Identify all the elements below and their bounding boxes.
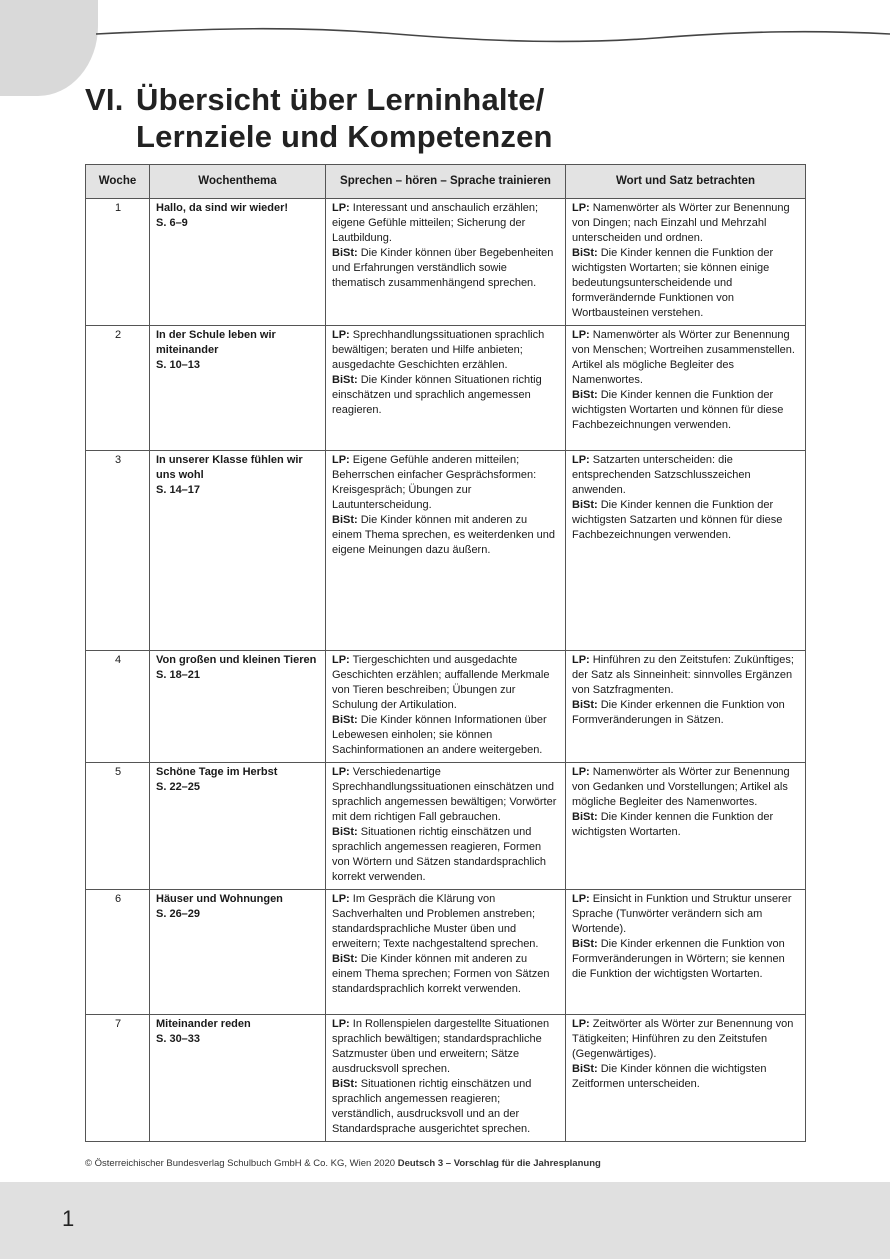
bist-label: BiSt:	[332, 826, 358, 838]
bist-label: BiSt:	[332, 374, 358, 386]
word-bist-text: Die Kinder kennen die Funktion der wichtigsten Wortarten; sie können einige bedeutungsunterscheidende und formverändernde Funktionen von Wortbausteinen verstehen.	[572, 247, 774, 319]
word-sentence-cell	[566, 890, 806, 1015]
topic-pages: S. 18–21	[156, 669, 201, 681]
table-row	[86, 1015, 806, 1142]
week-number: 2	[86, 326, 150, 451]
topic-title: Miteinander reden	[156, 1018, 251, 1030]
lp-label: LP:	[332, 893, 350, 905]
topic-title: In der Schule leben wir miteinander	[156, 329, 276, 356]
column-header-word-sentence: Wort und Satz betrachten	[566, 165, 806, 199]
speaking-lp-text: Interessant und anschaulich erzählen; eigene Gefühle mitteilen; Sicherung der Lautbildung.	[332, 202, 539, 244]
table-row	[86, 199, 806, 326]
topic-pages: S. 30–33	[156, 1033, 201, 1045]
week-number: 3	[86, 451, 150, 651]
week-topic	[150, 651, 326, 763]
word-lp-text: Namenwörter als Wörter zur Benennung von Menschen; Wortreihen zusammenstellen. Artikel als mögliche Begleiter des Namenwortes.	[572, 329, 795, 386]
speaking-lp-text: Sprechhandlungssituationen sprachlich bewältigen; beraten und Hilfe anbieten; ausgedachte Geschichten erzählen.	[332, 329, 545, 371]
speaking-cell	[326, 763, 566, 890]
bist-label: BiSt:	[572, 389, 598, 401]
word-sentence-cell	[566, 326, 806, 451]
speaking-cell	[326, 1015, 566, 1142]
week-number: 5	[86, 763, 150, 890]
lp-label: LP:	[572, 893, 590, 905]
speaking-lp-text: Im Gespräch die Klärung von Sachverhalten und Problemen anstreben; standardsprachliche Muster üben und erweitern; Texte nachgestaltend sprechen.	[332, 893, 539, 950]
table-row	[86, 763, 806, 890]
lp-label: LP:	[332, 202, 350, 214]
column-header-speaking: Sprechen – hören – Sprache trainieren	[326, 165, 566, 199]
page-title	[85, 81, 553, 155]
speaking-cell	[326, 326, 566, 451]
speaking-bist-text: Situationen richtig einschätzen und sprachlich angemessen reagieren; verständlich, ausdrucksvoll und an der Standardsprache ausgerichtet sprechen.	[332, 1078, 532, 1135]
topic-pages: S. 10–13	[156, 359, 201, 371]
table-body	[86, 199, 806, 1142]
week-number: 7	[86, 1015, 150, 1142]
word-bist-text: Die Kinder erkennen die Funktion von Formveränderungen in Sätzen.	[572, 699, 785, 726]
footer-copyright: © Österreichischer Bundesverlag Schulbuch GmbH & Co. KG, Wien 2020	[85, 1158, 396, 1169]
speaking-bist-text: Situationen richtig einschätzen und sprachlich angemessen reagieren, Formen von Wörtern und Sätzen standardsprachlich korrekt verwenden.	[332, 826, 547, 883]
page-number: 1	[62, 1206, 75, 1231]
bist-label: BiSt:	[332, 514, 358, 526]
topic-pages: S. 14–17	[156, 484, 201, 496]
bist-label: BiSt:	[572, 699, 598, 711]
word-sentence-cell	[566, 199, 806, 326]
table-row	[86, 651, 806, 763]
speaking-cell	[326, 199, 566, 326]
speaking-cell	[326, 651, 566, 763]
column-header-week: Woche	[86, 165, 150, 199]
lp-label: LP:	[572, 1018, 590, 1030]
speaking-lp-text: Eigene Gefühle anderen mitteilen; Beherrschen einfacher Gesprächsformen: Kreisgespräch; Übungen zur Lautunterscheidung.	[332, 454, 537, 511]
word-lp-text: Namenwörter als Wörter zur Benennung von Dingen; nach Einzahl und Mehrzahl unterscheiden und ordnen.	[572, 202, 790, 244]
topic-title: Hallo, da sind wir wieder!	[156, 202, 289, 214]
bist-label: BiSt:	[572, 1063, 598, 1075]
word-lp-text: Einsicht in Funktion und Struktur unserer Sprache (Tunwörter verändern sich am Wortende).	[572, 893, 792, 935]
lp-label: LP:	[332, 454, 350, 466]
bist-label: BiSt:	[332, 714, 358, 726]
week-number: 4	[86, 651, 150, 763]
speaking-bist-text: Die Kinder können Situationen richtig einschätzen und sprachlich angemessen reagieren.	[332, 374, 542, 416]
week-topic	[150, 326, 326, 451]
table-header-row	[86, 165, 806, 199]
word-sentence-cell	[566, 1015, 806, 1142]
week-topic	[150, 451, 326, 651]
speaking-bist-text: Die Kinder können mit anderen zu einem Thema sprechen, es weiterdenken und eigene Meinungen dazu äußern.	[332, 514, 555, 556]
bist-label: BiSt:	[572, 811, 598, 823]
topic-title: Von großen und kleinen Tieren	[156, 654, 317, 666]
topic-pages: S. 22–25	[156, 781, 201, 793]
topic-pages: S. 6–9	[156, 217, 188, 229]
footer-book-title: Deutsch 3 – Vorschlag für die Jahresplanung	[397, 1158, 601, 1169]
corner-decoration	[0, 0, 98, 96]
speaking-cell	[326, 890, 566, 1015]
week-topic	[150, 199, 326, 326]
speaking-bist-text: Die Kinder können über Begebenheiten und Erfahrungen verständlich sowie thematisch zusammenhängend sprechen.	[332, 247, 554, 289]
bist-label: BiSt:	[332, 953, 358, 965]
topic-title: In unserer Klasse fühlen wir uns wohl	[156, 454, 303, 481]
word-sentence-cell	[566, 763, 806, 890]
lp-label: LP:	[572, 654, 590, 666]
lp-label: LP:	[332, 1018, 350, 1030]
word-lp-text: Namenwörter als Wörter zur Benennung von Gedanken und Vorstellungen; Artikel als mögliche Begleiter des Namenwortes.	[572, 766, 790, 808]
topic-pages: S. 26–29	[156, 908, 201, 920]
word-bist-text: Die Kinder kennen die Funktion der wichtigsten Wortarten und können für diese Fachbezeichnungen verwenden.	[572, 389, 784, 431]
bottom-band	[0, 1182, 890, 1259]
week-topic	[150, 890, 326, 1015]
word-sentence-cell	[566, 451, 806, 651]
bist-label: BiSt:	[572, 499, 598, 511]
footer	[85, 1158, 601, 1169]
speaking-bist-text: Die Kinder können mit anderen zu einem Thema sprechen; Formen von Sätzen standardsprachlich korrekt verwenden.	[332, 953, 550, 995]
table-row	[86, 451, 806, 651]
title-line-1: Übersicht über Lerninhalte/	[136, 82, 545, 117]
topic-title: Schöne Tage im Herbst	[156, 766, 278, 778]
lp-label: LP:	[572, 202, 590, 214]
bist-label: BiSt:	[572, 247, 598, 259]
week-topic	[150, 1015, 326, 1142]
lp-label: LP:	[332, 766, 350, 778]
speaking-bist-text: Die Kinder können Informationen über Lebewesen einholen; sie können Sachinformationen an andere weitergeben.	[332, 714, 547, 756]
lp-label: LP:	[572, 454, 590, 466]
week-number: 1	[86, 199, 150, 326]
table-row	[86, 890, 806, 1015]
word-bist-text: Die Kinder erkennen die Funktion von Formveränderungen in Wörtern; sie kennen die Funktion der wichtigsten Wortarten.	[572, 938, 785, 980]
bist-label: BiSt:	[332, 247, 358, 259]
lp-label: LP:	[572, 766, 590, 778]
speaking-lp-text: Tiergeschichten und ausgedachte Geschichten erzählen; auffallende Merkmale von Tieren beschreiben; Übungen zur Schulung der Artikulation.	[332, 654, 550, 711]
speaking-cell	[326, 451, 566, 651]
table-row	[86, 326, 806, 451]
topic-title: Häuser und Wohnungen	[156, 893, 283, 905]
speaking-lp-text: In Rollenspielen dargestellte Situationen sprachlich bewältigen; standardsprachliche Satzmuster üben und erweitern; Sätze ausdrucksvoll sprechen.	[332, 1018, 550, 1075]
week-number: 6	[86, 890, 150, 1015]
column-header-topic: Wochenthema	[150, 165, 326, 199]
word-lp-text: Zeitwörter als Wörter zur Benennung von Tätigkeiten; Hinführen zu den Zeitstufen (Gegenwärtiges).	[572, 1018, 794, 1060]
bist-label: BiSt:	[332, 1078, 358, 1090]
speaking-lp-text: Verschiedenartige Sprechhandlungssituationen einschätzen und sprachlich angemessen bewältigen; Vorwörter mit dem richtigen Fall gebrauchen.	[332, 766, 557, 823]
word-bist-text: Die Kinder können die wichtigsten Zeitformen unterscheiden.	[572, 1063, 767, 1090]
week-topic	[150, 763, 326, 890]
curriculum-table	[85, 164, 806, 1142]
lp-label: LP:	[332, 654, 350, 666]
bist-label: BiSt:	[572, 938, 598, 950]
header-wave-line	[96, 22, 890, 52]
word-lp-text: Satzarten unterscheiden: die entsprechenden Satzschlusszeichen anwenden.	[572, 454, 751, 496]
word-sentence-cell	[566, 651, 806, 763]
chapter-number: VI.	[85, 82, 124, 117]
word-bist-text: Die Kinder kennen die Funktion der wichtigsten Satzarten und können für diese Fachbezeichnungen verwenden.	[572, 499, 783, 541]
title-line-2: Lernziele und Kompetenzen	[136, 119, 553, 154]
word-lp-text: Hinführen zu den Zeitstufen: Zukünftiges; der Satz als Sinneinheit: sinnvolles Ergänzen von Satzfragmenten.	[572, 654, 794, 696]
lp-label: LP:	[572, 329, 590, 341]
lp-label: LP:	[332, 329, 350, 341]
word-bist-text: Die Kinder kennen die Funktion der wichtigsten Wortarten.	[572, 811, 774, 838]
